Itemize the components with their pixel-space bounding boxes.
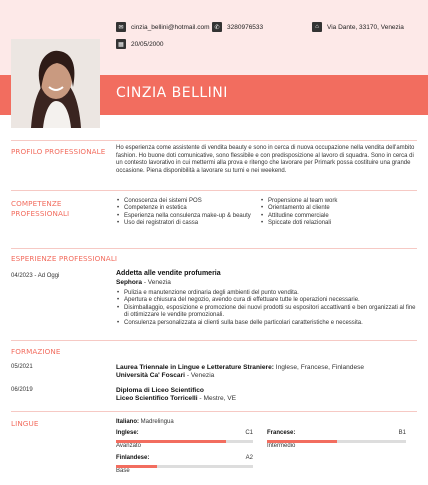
language-bar-fill	[116, 465, 157, 468]
language-item	[267, 430, 406, 450]
experience-bullet: • Consulenza personalizzata ai clienti sulla base delle particolari caratteristiche e necessita.	[116, 320, 416, 327]
experience-date: 04/2023 - Ad Oggi	[11, 273, 60, 279]
experience-location: - Venezia	[142, 279, 171, 286]
skills-list-left	[116, 198, 266, 228]
education-school-line	[116, 395, 236, 403]
language-level: B1	[398, 430, 406, 436]
calendar-icon: ▦	[116, 39, 126, 49]
language-item	[116, 430, 253, 450]
section-title-skills: COMPETENZE PROFESSIONALI	[11, 199, 70, 218]
language-desc: Intermedio	[267, 442, 296, 449]
language-name: Inglese:	[116, 430, 139, 436]
experience-bullet: • Apertura e chiusura del negozio, avendo cura di effettuare tutte le operazioni necessarie.	[116, 297, 416, 304]
language-bar-fill	[267, 440, 337, 443]
language-level: A2	[245, 455, 253, 461]
native-language-label: Italiano:	[116, 419, 140, 425]
phone-contact	[212, 22, 263, 32]
divider	[11, 340, 417, 341]
language-desc: Avanzato	[116, 442, 141, 449]
education-degree-extra: Inglese, Francese, Finlandese	[273, 364, 365, 371]
language-bar	[116, 465, 253, 468]
section-title-experience: ESPERIENZE PROFESSIONALI	[11, 254, 118, 263]
language-name: Francese:	[267, 430, 296, 436]
skill-item: • Esperienza nella consulenza make-up & beauty	[116, 213, 266, 220]
skill-item: • Conoscenza dei sistemi POS	[116, 198, 266, 205]
section-title-profile: PROFILO PROFESSIONALE	[11, 147, 106, 156]
phone-text: 3280976533	[227, 23, 264, 31]
language-name: Finlandese:	[116, 455, 150, 461]
native-language-value: Madrelingua	[139, 419, 174, 425]
experience-company: Sephora	[116, 279, 143, 286]
education-degree: Laurea Triennale in Lingue e Letterature Straniere:	[116, 364, 274, 371]
profile-photo	[11, 39, 100, 128]
birthdate-contact	[116, 39, 164, 49]
language-level: C1	[245, 430, 253, 436]
section-title-education: FORMAZIONE	[11, 347, 61, 356]
section-title-languages: LINGUE	[11, 419, 39, 428]
education-school: Liceo Scientifico Torricelli	[116, 395, 198, 402]
native-language	[116, 419, 174, 427]
skill-item: • Attitudine commerciale	[260, 213, 410, 220]
education-place: - Venezia	[185, 372, 215, 379]
profile-text: Ho esperienza come assistente di vendita beauty e sono in cerca di nuova occupazione nella vendita dell'ambito fashion. Ho buone doti comunicative, sono flessibile e con predisposizione al lavoro di squadra. Sono in cerca di un contesto lavorativo in cui mettermi alla prova e ritengo che lavorare per Primark possa costituire una grande occasione. Piena disponibilità a lavorare su turni e nei weekend.	[116, 145, 415, 174]
email-text: cinzia_bellini@hotmail.com	[131, 23, 210, 31]
language-desc: Base	[116, 467, 130, 474]
experience-bullet: • Pulizia e manutenzione ordinaria degli ambienti del punto vendita.	[116, 290, 416, 297]
skill-item: • Orientamento al cliente	[260, 205, 410, 212]
divider	[11, 248, 417, 249]
skill-item: • Competenze in estetica	[116, 205, 266, 212]
portrait-image	[11, 39, 100, 128]
email-contact	[116, 22, 210, 32]
experience-role: Addetta alle vendite profumeria	[116, 270, 221, 277]
experience-company-line	[116, 279, 171, 287]
candidate-name: CINZIA BELLINI	[116, 85, 228, 101]
envelope-icon: ✉	[116, 22, 126, 32]
education-degree: Diploma di Liceo Scientifico	[116, 387, 204, 394]
language-item	[116, 455, 253, 475]
birthdate-text: 20/05/2000	[131, 40, 164, 48]
experience-bullet: • Disimballaggio, esposizione e promozione dei nuovi prodotti su espositori accattivanti e ben organizzati al fine di ottimizzare le vendite promozionali.	[116, 305, 416, 320]
address-text: Via Dante, 33170, Venezia	[327, 23, 404, 31]
divider	[11, 190, 417, 191]
education-place: - Mestre, VE	[197, 395, 237, 402]
education-school: Università Ca' Foscari	[116, 372, 185, 379]
divider	[11, 411, 417, 412]
skill-item: • Spiccate doti relazionali	[260, 220, 410, 227]
education-degree-line	[116, 364, 421, 372]
skill-item: • Uso dei registratori di cassa	[116, 220, 266, 227]
address-contact	[312, 22, 404, 32]
education-school-line	[116, 372, 214, 380]
language-bar-fill	[116, 440, 226, 443]
phone-icon: ✆	[212, 22, 222, 32]
home-icon: ⌂	[312, 22, 322, 32]
education-date: 06/2019	[11, 387, 33, 393]
language-bar	[267, 440, 406, 443]
experience-bullets	[116, 290, 416, 327]
education-date: 05/2021	[11, 364, 33, 370]
skills-list-right	[260, 198, 410, 228]
skill-item: • Propensione al team work	[260, 198, 410, 205]
language-bar	[116, 440, 253, 443]
divider	[11, 140, 417, 141]
